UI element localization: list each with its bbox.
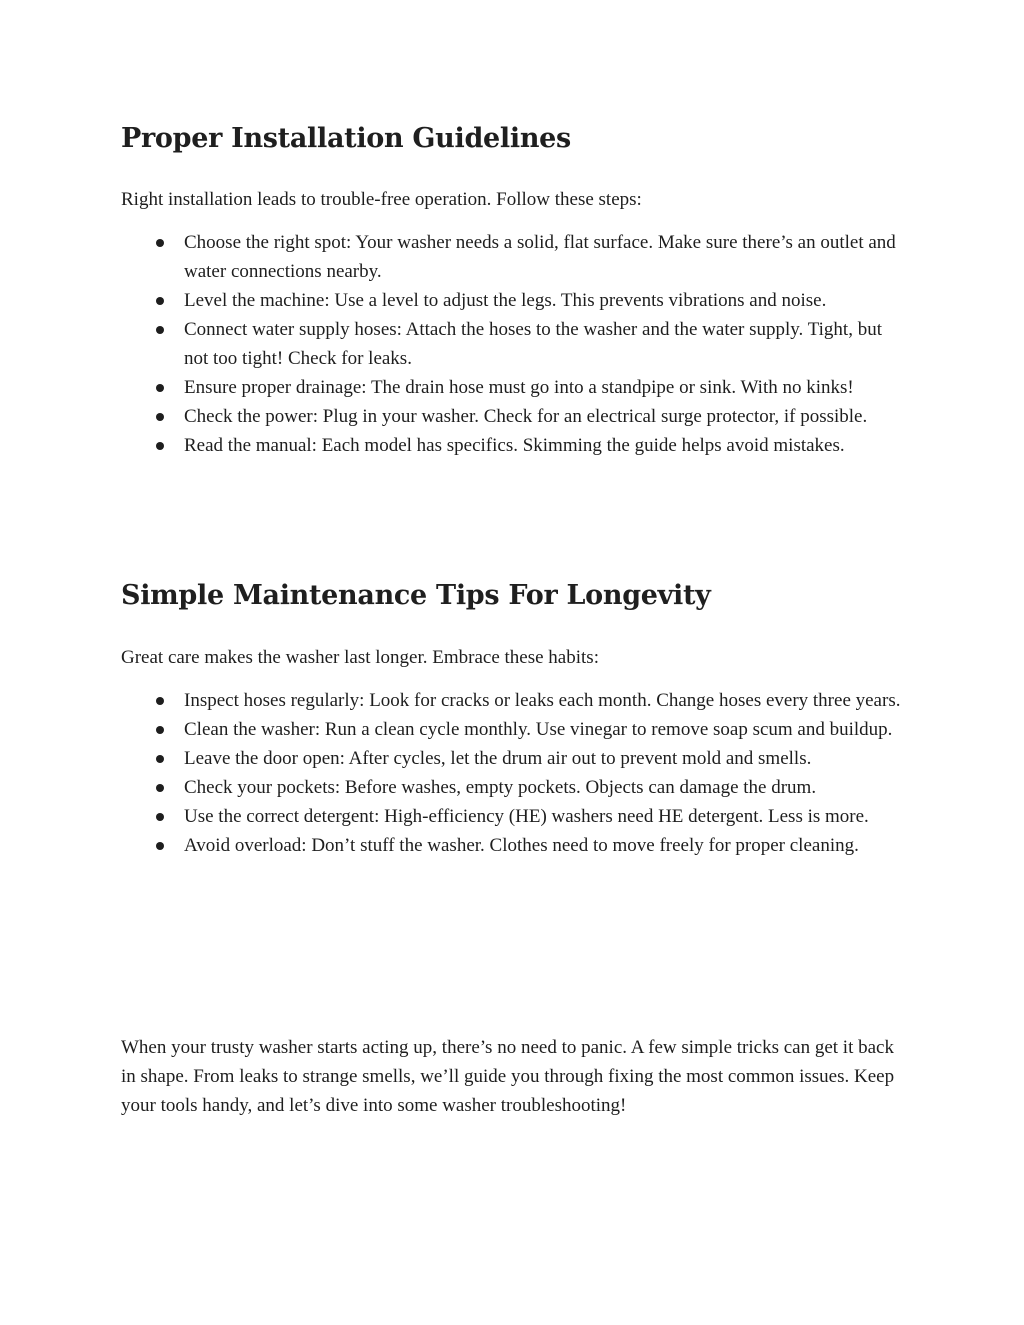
bullet-icon [156, 755, 164, 763]
bullet-icon [156, 813, 164, 821]
list-item-text: Clean the washer: Run a clean cycle monthly. Use vinegar to remove soap scum and buildup. [184, 719, 893, 740]
list-item [121, 228, 902, 286]
list-item [121, 402, 902, 431]
list-item-text: Avoid overload: Don’t stuff the washer. Clothes need to move freely for proper cleaning. [184, 835, 859, 856]
bullet-icon [156, 697, 164, 705]
list-item [121, 831, 902, 860]
closing-paragraph: When your trusty washer starts acting up, there’s no need to panic. A few simple tricks can get it back in shape. From leaks to strange smells, we’ll guide you through fixing the most common issues. Keep your tools handy, and let’s dive into some washer troubleshooting! [121, 1037, 895, 1116]
bullet-icon [156, 297, 164, 305]
list-item-text: Check your pockets: Before washes, empty pockets. Objects can damage the drum. [184, 777, 817, 798]
list-item [121, 315, 902, 373]
list-item [121, 686, 902, 715]
list-item-text: Use the correct detergent: High-efficiency (HE) washers need HE detergent. Less is more. [184, 806, 869, 827]
bullet-icon [156, 326, 164, 334]
list-item [121, 715, 902, 744]
list-item-text: Check the power: Plug in your washer. Check for an electrical surge protector, if possible. [184, 406, 868, 427]
maintenance-heading: Simple Maintenance Tips For Longevity [121, 580, 711, 611]
installation-heading: Proper Installation Guidelines [121, 123, 571, 154]
list-item-text: Level the machine: Use a level to adjust the legs. This prevents vibrations and noise. [184, 290, 827, 311]
list-item [121, 744, 902, 773]
bullet-icon [156, 442, 164, 450]
bullet-icon [156, 842, 164, 850]
bullet-icon [156, 384, 164, 392]
list-item-text: Leave the door open: After cycles, let the drum air out to prevent mold and smells. [184, 748, 812, 769]
list-item [121, 373, 902, 402]
installation-list [121, 228, 911, 460]
installation-intro: Right installation leads to trouble-free operation. Follow these steps: [121, 189, 642, 210]
bullet-icon [156, 413, 164, 421]
list-item-text: Choose the right spot: Your washer needs a solid, flat surface. Make sure there’s an outlet and water connections nearby. [184, 232, 896, 282]
maintenance-list [121, 686, 911, 860]
list-item [121, 802, 902, 831]
list-item [121, 773, 902, 802]
maintenance-intro: Great care makes the washer last longer. Embrace these habits: [121, 647, 599, 668]
bullet-icon [156, 239, 164, 247]
list-item [121, 286, 902, 315]
bullet-icon [156, 726, 164, 734]
bullet-icon [156, 784, 164, 792]
list-item-text: Ensure proper drainage: The drain hose must go into a standpipe or sink. With no kinks! [184, 377, 854, 398]
list-item [121, 431, 902, 460]
list-item-text: Connect water supply hoses: Attach the hoses to the washer and the water supply. Tight, but not too tight! Check for leaks. [184, 319, 882, 369]
list-item-text: Inspect hoses regularly: Look for cracks or leaks each month. Change hoses every three years. [184, 690, 901, 711]
list-item-text: Read the manual: Each model has specifics. Skimming the guide helps avoid mistakes. [184, 435, 845, 456]
